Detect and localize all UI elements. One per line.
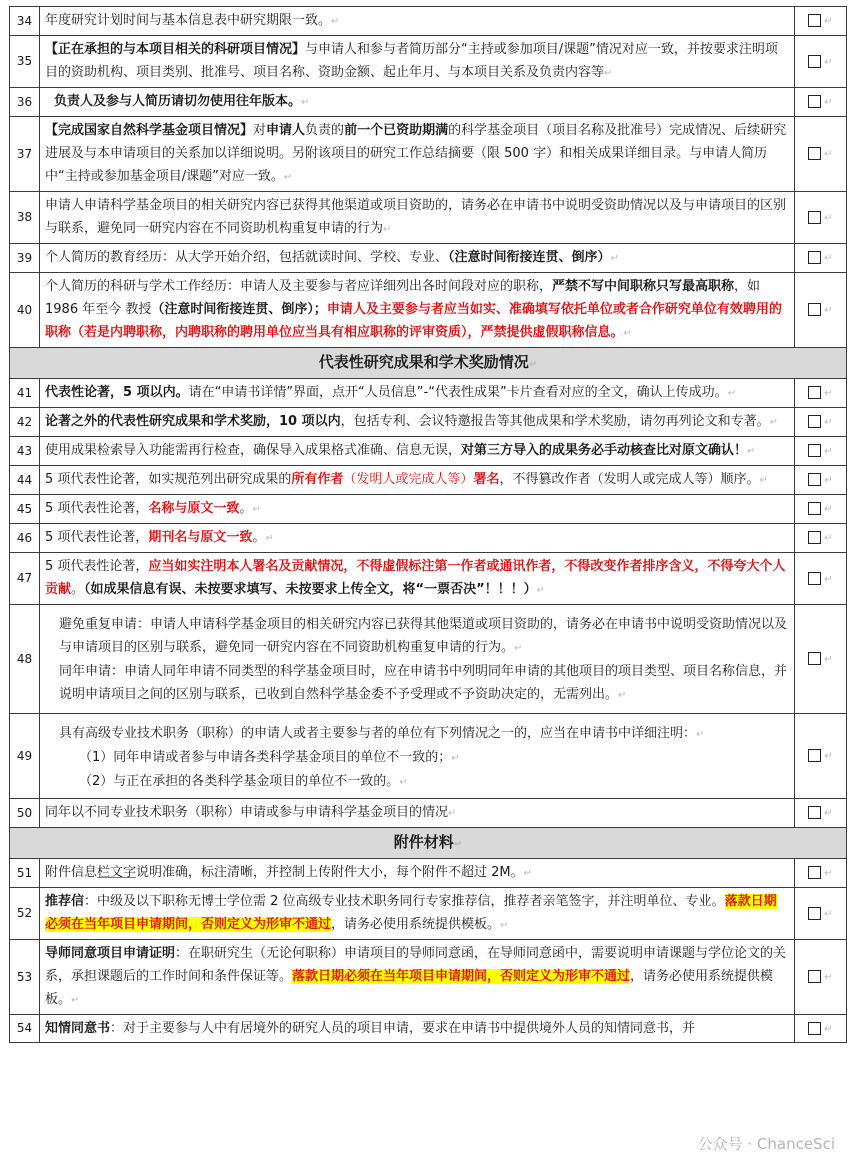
row-checkbox[interactable]: ↵ <box>795 244 847 273</box>
table-row <box>10 7 847 36</box>
table-row <box>10 273 847 348</box>
table-row <box>10 553 847 605</box>
checkbox-icon[interactable] <box>808 147 821 160</box>
row-checkbox[interactable]: ↵ <box>795 117 847 192</box>
row-number: 51 <box>10 859 40 888</box>
row-number: 52 <box>10 888 40 940</box>
row-number: 54 <box>10 1015 40 1043</box>
checkbox-icon[interactable] <box>808 473 821 486</box>
table-row <box>10 466 847 495</box>
checklist-table <box>9 6 847 1043</box>
checkbox-icon[interactable] <box>808 251 821 264</box>
table-row <box>10 379 847 408</box>
row-checkbox[interactable]: ↵ <box>795 192 847 244</box>
row-content: 年度研究计划时间与基本信息表中研究期限一致。↵ <box>40 7 795 36</box>
row-number: 50 <box>10 799 40 828</box>
table-row <box>10 117 847 192</box>
checkbox-icon[interactable] <box>808 572 821 585</box>
checkbox-icon[interactable] <box>808 444 821 457</box>
row-content: 5 项代表性论著，名称与原文一致。↵ <box>40 495 795 524</box>
row-checkbox[interactable]: ↵ <box>795 799 847 828</box>
checkbox-icon[interactable] <box>808 806 821 819</box>
row-number: 44 <box>10 466 40 495</box>
checkbox-icon[interactable] <box>808 652 821 665</box>
row-content: 负责人及参与人简历请切勿使用往年版本。↵ <box>40 88 795 117</box>
row-number: 38 <box>10 192 40 244</box>
row-content: 附件信息栏文字说明准确，标注清晰，并控制上传附件大小，每个附件不超过 2M。↵ <box>40 859 795 888</box>
table-row <box>10 524 847 553</box>
row-content: 【完成国家自然科学基金项目情况】对申请人负责的前一个已资助期满的科学基金项目（项目名称及批准号）完成情况、后续研究进展及与本申请项目的关系加以详细说明。另附该项目的研究工作总结摘要（限 500 字）和相关成果详细目录。与申请人简历中“主持或参加基金项目/课题”对应一致。↵ <box>40 117 795 192</box>
row-number: 43 <box>10 437 40 466</box>
row-checkbox[interactable]: ↵ <box>795 466 847 495</box>
row-content: 【正在承担的与本项目相关的科研项目情况】与申请人和参与者简历部分“主持或参加项目/课题”情况对应一致，并按要求注明项目的资助机构、项目类别、批准号、项目名称、资助金额、起止年月、与本项目关系及负责内容等↵ <box>40 36 795 88</box>
table-row <box>10 940 847 1015</box>
checkbox-icon[interactable] <box>808 1022 821 1035</box>
table-row <box>10 88 847 117</box>
table-row <box>10 605 847 714</box>
row-content: 避免重复申请：申请人申请科学基金项目的相关研究内容已获得其他渠道或项目资助的，请务必在申请书中说明受资助情况以及与申请项目的区别与联系，避免同一研究内容在不同资助机构重复申请的行为。↵ 同年申请：申请人同年申请不同类型的科学基金项目时，应在申请书中列明同年申请的其他项目的项目类型、项目名称信息，并说明申请项目之间的区别与联系，已收到自然科学基金委不予受理或不予资助决定的，无需列出。↵ <box>40 605 795 714</box>
row-number: 49 <box>10 714 40 799</box>
checkbox-icon[interactable] <box>808 749 821 762</box>
checkbox-icon[interactable] <box>808 95 821 108</box>
row-checkbox[interactable]: ↵ <box>795 940 847 1015</box>
table-row <box>10 192 847 244</box>
checkbox-icon[interactable] <box>808 415 821 428</box>
row-number: 39 <box>10 244 40 273</box>
row-checkbox[interactable]: ↵ <box>795 888 847 940</box>
section-header-row <box>10 828 847 859</box>
row-checkbox[interactable]: ↵ <box>795 36 847 88</box>
row-content: 使用成果检索导入功能需再行检查，确保导入成果格式准确、信息无误，对第三方导入的成果务必手动核查比对原文确认！↵ <box>40 437 795 466</box>
checkbox-icon[interactable] <box>808 531 821 544</box>
table-row <box>10 859 847 888</box>
table-row <box>10 495 847 524</box>
checkbox-icon[interactable] <box>808 866 821 879</box>
row-number: 37 <box>10 117 40 192</box>
row-checkbox[interactable]: ↵ <box>795 408 847 437</box>
row-content: 个人简历的教育经历：从大学开始介绍，包括就读时间、学校、专业、（注意时间衔接连贯、倒序）↵ <box>40 244 795 273</box>
table-row <box>10 714 847 799</box>
table-row <box>10 36 847 88</box>
row-checkbox[interactable]: ↵ <box>795 553 847 605</box>
row-number: 45 <box>10 495 40 524</box>
row-number: 42 <box>10 408 40 437</box>
row-content: 同年以不同专业技术职务（职称）申请或参与申请科学基金项目的情况↵ <box>40 799 795 828</box>
section-header-row <box>10 348 847 379</box>
row-content: 个人简历的科研与学术工作经历：申请人及主要参与者应详细列出各时间段对应的职称，严禁不写中间职称只写最高职称，如 1986 年至今 教授（注意时间衔接连贯、倒序）；申请人及主要参与者应当如实、准确填写依托单位或者合作研究单位有效聘用的职称（若是内聘职称，内聘职称的聘用单位应当具有相应职称的评审资质），严禁提供虚假职称信息。↵ <box>40 273 795 348</box>
row-number: 35 <box>10 36 40 88</box>
checkbox-icon[interactable] <box>808 211 821 224</box>
checkbox-icon[interactable] <box>808 386 821 399</box>
row-checkbox[interactable]: ↵ <box>795 379 847 408</box>
row-checkbox[interactable]: ↵ <box>795 859 847 888</box>
checkbox-icon[interactable] <box>808 303 821 316</box>
row-content: 5 项代表性论著，期刊名与原文一致。↵ <box>40 524 795 553</box>
row-number: 41 <box>10 379 40 408</box>
row-content: 5 项代表性论著，如实规范列出研究成果的所有作者（发明人或完成人等）署名，不得篡改作者（发明人或完成人等）顺序。↵ <box>40 466 795 495</box>
row-checkbox[interactable]: ↵ <box>795 524 847 553</box>
row-number: 36 <box>10 88 40 117</box>
row-number: 46 <box>10 524 40 553</box>
table-row <box>10 1015 847 1043</box>
table-row <box>10 888 847 940</box>
row-number: 34 <box>10 7 40 36</box>
checkbox-icon[interactable] <box>808 55 821 68</box>
row-number: 47 <box>10 553 40 605</box>
row-checkbox[interactable]: ↵ <box>795 437 847 466</box>
row-content: 申请人申请科学基金项目的相关研究内容已获得其他渠道或项目资助的，请务必在申请书中说明受资助情况以及与申请项目的区别与联系，避免同一研究内容在不同资助机构重复申请的行为↵ <box>40 192 795 244</box>
row-number: 40 <box>10 273 40 348</box>
row-content: 代表性论著，5 项以内。请在“申请书详情”界面，点开“人员信息”-“代表性成果”卡片查看对应的全文，确认上传成功。↵ <box>40 379 795 408</box>
checkbox-icon[interactable] <box>808 970 821 983</box>
row-content: 知情同意书：对于主要参与人中有居境外的研究人员的项目申请，要求在申请书中提供境外人员的知情同意书，并 <box>40 1015 795 1043</box>
row-content: 导师同意项目申请证明：在职研究生（无论何职称）申请项目的导师同意函，在导师同意函中，需要说明申请课题与学位论文的关系，承担课题后的工作时间和条件保证等。落款日期必须在当年项目申请期间，否则定义为形审不通过，请务必使用系统提供模板。↵ <box>40 940 795 1015</box>
row-checkbox[interactable]: ↵ <box>795 495 847 524</box>
row-content: 具有高级专业技术职务（职称）的申请人或者主要参与者的单位有下列情况之一的，应当在申请书中详细注明：↵ （1）同年申请或者参与申请各类科学基金项目的单位不一致的；↵ （2）与正在承担的各类科学基金项目的单位不一致的。↵ <box>40 714 795 799</box>
row-checkbox[interactable]: ↵ <box>795 714 847 799</box>
row-checkbox[interactable]: ↵ <box>795 88 847 117</box>
row-checkbox[interactable]: ↵ <box>795 7 847 36</box>
table-row <box>10 437 847 466</box>
row-checkbox[interactable]: ↵ <box>795 1015 847 1043</box>
row-content: 推荐信：中级及以下职称无博士学位需 2 位高级专业技术职务同行专家推荐信，推荐者亲笔签字，并注明单位、专业。落款日期必须在当年项目申请期间，否则定义为形审不通过，请务必使用系统提供模板。↵ <box>40 888 795 940</box>
table-row <box>10 408 847 437</box>
row-content: 5 项代表性论著，应当如实注明本人署名及贡献情况，不得虚假标注第一作者或通讯作者，不得改变作者排序含义，不得夸大个人贡献。（如成果信息有误、未按要求填写、未按要求上传全文，将“一票否决”！！！）↵ <box>40 553 795 605</box>
section-title: 代表性研究成果和学术奖励情况↵ <box>10 348 847 379</box>
watermark-text: 公众号 · ChanceSci <box>697 1135 835 1153</box>
checkbox-icon[interactable] <box>808 502 821 515</box>
table-row <box>10 244 847 273</box>
row-checkbox[interactable]: ↵ <box>795 605 847 714</box>
section-title: 附件材料↵ <box>10 828 847 859</box>
checkbox-icon[interactable] <box>808 907 821 920</box>
checkbox-icon[interactable] <box>808 14 821 27</box>
row-number: 48 <box>10 605 40 714</box>
row-number: 53 <box>10 940 40 1015</box>
row-content: 论著之外的代表性研究成果和学术奖励，10 项以内，包括专利、会议特邀报告等其他成果和学术奖励，请勿再列论文和专著。↵ <box>40 408 795 437</box>
table-row <box>10 799 847 828</box>
row-checkbox[interactable]: ↵ <box>795 273 847 348</box>
